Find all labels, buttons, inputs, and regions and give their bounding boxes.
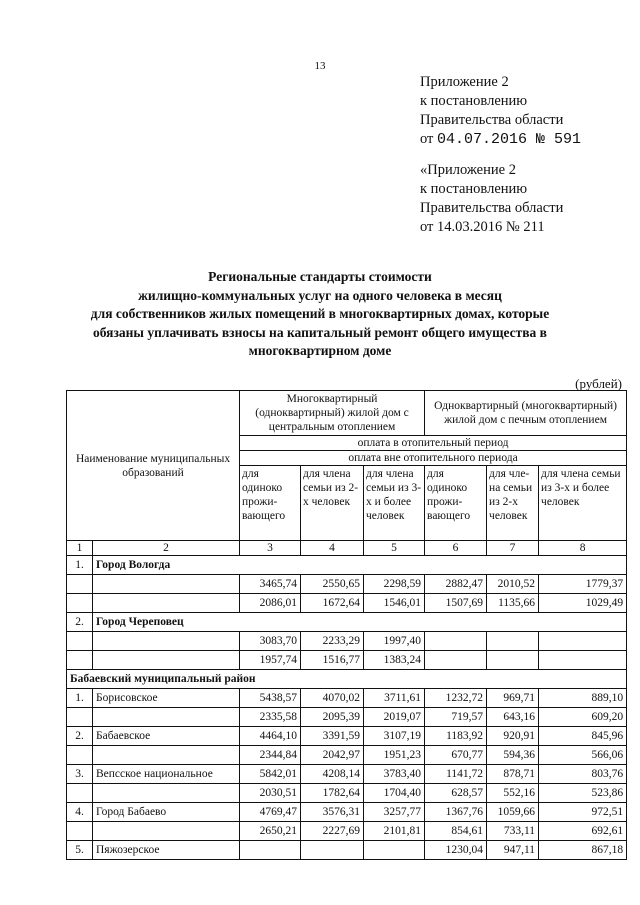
municipality-name	[93, 822, 240, 841]
cost-value: 1135,66	[487, 594, 539, 613]
appendix-date-line	[420, 130, 581, 149]
cost-value: 1704,40	[364, 784, 425, 803]
cost-value: 1546,01	[364, 594, 425, 613]
cost-value: 1232,72	[425, 689, 487, 708]
cost-value: 2233,29	[301, 632, 364, 651]
municipality-name	[93, 708, 240, 727]
cost-value: 1672,64	[301, 594, 364, 613]
appendix-new-block	[420, 73, 581, 149]
row-number	[67, 822, 93, 841]
cost-value: 878,71	[487, 765, 539, 784]
section-heading: Город Вологда	[93, 556, 627, 575]
cost-value: 609,20	[539, 708, 627, 727]
row-number	[67, 746, 93, 765]
cost-value	[539, 632, 627, 651]
appendix-line: Правительства области	[420, 200, 564, 216]
resolution-date: 04.07.2016	[437, 131, 528, 148]
cost-value: 947,11	[487, 841, 539, 860]
column-number: 2	[93, 541, 240, 556]
municipality-name	[93, 784, 240, 803]
cost-value: 2227,69	[301, 822, 364, 841]
table-row	[67, 613, 627, 632]
section-heading: Город Череповец	[93, 613, 627, 632]
table-row	[67, 803, 627, 822]
municipality-name: Вепсское национальное	[93, 765, 240, 784]
table-row	[67, 575, 627, 594]
header-group-central: Многоквартирный (одноквартирный) жилой дом с центральным отоплением	[240, 391, 425, 436]
cost-value: 1367,76	[425, 803, 487, 822]
row-number: 1.	[67, 556, 93, 575]
header-sub: для члена семьи из 3-х и более человек	[364, 466, 425, 541]
table-row	[67, 708, 627, 727]
row-number: 1.	[67, 689, 93, 708]
municipality-name	[93, 632, 240, 651]
row-number: 5.	[67, 841, 93, 860]
cost-value: 566,06	[539, 746, 627, 765]
header-heating-period: оплата в отопительный период	[240, 436, 627, 451]
table-row	[67, 594, 627, 613]
municipality-name	[93, 746, 240, 765]
appendix-old-block	[420, 161, 563, 237]
appendix-line: «Приложение 2	[420, 162, 516, 178]
cost-value: 3711,61	[364, 689, 425, 708]
cost-value: 733,11	[487, 822, 539, 841]
unit-label: (рублей)	[575, 376, 622, 391]
cost-value: 719,57	[425, 708, 487, 727]
cost-value: 5438,57	[240, 689, 301, 708]
column-number: 7	[487, 541, 539, 556]
cost-value: 692,61	[539, 822, 627, 841]
header-sub: для чле-на семьи из 2-х человек	[487, 466, 539, 541]
table-row	[67, 556, 627, 575]
column-number: 6	[425, 541, 487, 556]
document-title	[60, 268, 580, 361]
municipality-name: Пяжозерское	[93, 841, 240, 860]
cost-value: 1951,23	[364, 746, 425, 765]
cost-value: 3576,31	[301, 803, 364, 822]
cost-value: 920,91	[487, 727, 539, 746]
cost-value: 854,61	[425, 822, 487, 841]
table-row	[67, 727, 627, 746]
cost-value	[487, 651, 539, 670]
cost-value: 2335,58	[240, 708, 301, 727]
header-sub: для члена семьи из 3-х и более человек	[539, 466, 627, 541]
municipality-name	[93, 575, 240, 594]
cost-value: 1957,74	[240, 651, 301, 670]
municipality-name: Борисовское	[93, 689, 240, 708]
appendix-line: от 14.03.2016 № 211	[420, 219, 545, 235]
cost-value: 4464,10	[240, 727, 301, 746]
table-row	[67, 765, 627, 784]
cost-value: 1782,64	[301, 784, 364, 803]
standards-table	[66, 390, 627, 860]
cost-value: 2095,39	[301, 708, 364, 727]
cost-value: 1997,40	[364, 632, 425, 651]
cost-value	[425, 651, 487, 670]
row-number: 3.	[67, 765, 93, 784]
row-number: 2.	[67, 727, 93, 746]
cost-value: 2550,65	[301, 575, 364, 594]
appendix-line: к постановлению	[420, 181, 528, 197]
region-heading: Бабаевский муниципальный район	[67, 670, 627, 689]
column-number: 8	[539, 541, 627, 556]
cost-value: 3083,70	[240, 632, 301, 651]
cost-value: 1779,37	[539, 575, 627, 594]
cost-value	[539, 651, 627, 670]
column-number: 5	[364, 541, 425, 556]
municipality-name: Бабаевское	[93, 727, 240, 746]
cost-value: 523,86	[539, 784, 627, 803]
cost-value: 803,76	[539, 765, 627, 784]
appendix-line: Правительства области	[420, 112, 564, 128]
cost-value: 670,77	[425, 746, 487, 765]
resolution-number: № 591	[527, 131, 582, 148]
cost-value: 3465,74	[240, 575, 301, 594]
cost-value: 845,96	[539, 727, 627, 746]
row-number	[67, 651, 93, 670]
cost-value: 2086,01	[240, 594, 301, 613]
cost-value: 889,10	[539, 689, 627, 708]
cost-value: 2344,84	[240, 746, 301, 765]
cost-value	[364, 841, 425, 860]
cost-value: 2101,81	[364, 822, 425, 841]
municipality-name: Город Бабаево	[93, 803, 240, 822]
cost-value: 628,57	[425, 784, 487, 803]
table-row	[67, 822, 627, 841]
cost-value: 3391,59	[301, 727, 364, 746]
cost-value	[487, 632, 539, 651]
cost-value: 643,16	[487, 708, 539, 727]
cost-value: 3107,19	[364, 727, 425, 746]
title-line: обязаны уплачивать взносы на капитальный ремонт общего имущества в	[93, 324, 547, 340]
municipality-name	[93, 651, 240, 670]
cost-value: 3257,77	[364, 803, 425, 822]
cost-value: 594,36	[487, 746, 539, 765]
cost-value: 4208,14	[301, 765, 364, 784]
cost-value: 2019,07	[364, 708, 425, 727]
cost-value: 3783,40	[364, 765, 425, 784]
column-number: 4	[301, 541, 364, 556]
header-nonheating-period: оплата вне отопительного периода	[240, 451, 627, 466]
cost-value: 1141,72	[425, 765, 487, 784]
cost-value: 1383,24	[364, 651, 425, 670]
date-prefix: от	[420, 131, 438, 147]
row-number: 2.	[67, 613, 93, 632]
cost-value	[301, 841, 364, 860]
cost-value	[425, 632, 487, 651]
row-number: 4.	[67, 803, 93, 822]
appendix-line: к постановлению	[420, 93, 528, 109]
table-row	[67, 841, 627, 860]
table-row	[67, 689, 627, 708]
cost-value: 867,18	[539, 841, 627, 860]
cost-value: 1183,92	[425, 727, 487, 746]
page-number: 13	[314, 60, 326, 72]
title-line: Региональные стандарты стоимости	[208, 269, 432, 284]
cost-value: 1029,49	[539, 594, 627, 613]
cost-value: 2882,47	[425, 575, 487, 594]
cost-value: 4769,47	[240, 803, 301, 822]
cost-value: 2030,51	[240, 784, 301, 803]
cost-value: 1059,66	[487, 803, 539, 822]
cost-value: 2042,97	[301, 746, 364, 765]
row-number	[67, 784, 93, 803]
row-number	[67, 708, 93, 727]
cost-value: 552,16	[487, 784, 539, 803]
cost-value: 1516,77	[301, 651, 364, 670]
cost-value: 2650,21	[240, 822, 301, 841]
title-line: многоквартирном доме	[248, 343, 392, 358]
table-row	[67, 670, 627, 689]
title-line: жилищно-коммунальных услуг на одного человека в месяц	[138, 287, 502, 303]
header-name: Наименование муниципальных образований	[67, 391, 240, 541]
cost-value: 1507,69	[425, 594, 487, 613]
row-number	[67, 594, 93, 613]
header-sub: для одиноко прожи-вающего	[240, 466, 301, 541]
row-number	[67, 575, 93, 594]
cost-value: 972,51	[539, 803, 627, 822]
header-sub: для одиноко прожи-вающего	[425, 466, 487, 541]
appendix-line: Приложение 2	[420, 74, 509, 90]
cost-value: 4070,02	[301, 689, 364, 708]
header-group-stove: Одноквартирный (многоквартирный) жилой дом с печным отоплением	[425, 391, 627, 436]
table-row	[67, 784, 627, 803]
header-sub: для члена семьи из 2-х человек	[301, 466, 364, 541]
row-number	[67, 632, 93, 651]
column-number: 3	[240, 541, 301, 556]
table-row	[67, 651, 627, 670]
cost-value	[240, 841, 301, 860]
cost-value: 2298,59	[364, 575, 425, 594]
cost-value: 2010,52	[487, 575, 539, 594]
table-row	[67, 746, 627, 765]
cost-value: 1230,04	[425, 841, 487, 860]
cost-value: 5842,01	[240, 765, 301, 784]
table-row	[67, 632, 627, 651]
column-number: 1	[67, 541, 93, 556]
municipality-name	[93, 594, 240, 613]
cost-value: 969,71	[487, 689, 539, 708]
title-line: для собственников жилых помещений в многоквартирных домах, которые	[90, 306, 550, 321]
